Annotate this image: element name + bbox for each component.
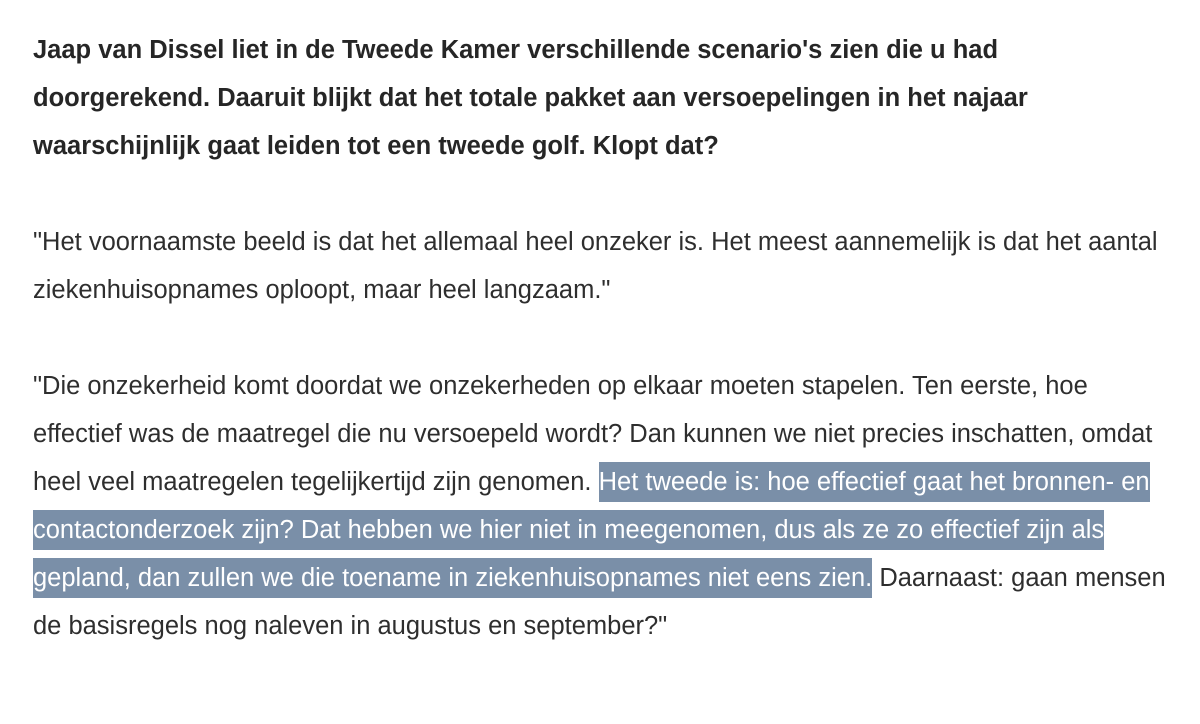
answer-text-before-highlight: "Die onzekerheid komt doordat we onzekerheden op elkaar moeten stapelen. Ten eerste, hoe effectief was de maatregel die nu versoepeld wordt? Dan kunnen we niet precies inschatten, omdat heel veel maatregelen tegelijkertijd zijn genomen. <box>33 372 1153 496</box>
article-body <box>33 26 1173 650</box>
interview-question: Jaap van Dissel liet in de Tweede Kamer verschillende scenario's zien die u had doorgerekend. Daaruit blijkt dat het totale pakket aan versoepelingen in het najaar waarschijnlijk gaat leiden tot een tweede golf. Klopt dat? <box>33 36 1028 160</box>
answer-text-after-highlight: Daarnaast: gaan mensen de basisregels nog naleven in augustus en september?" <box>33 564 1166 640</box>
selected-text-highlight[interactable]: Het tweede is: hoe effectief gaat het bronnen- en contactonderzoek zijn? Dat hebben we hier niet in meegenomen, dus als ze zo effectief zijn als gepland, dan zullen we die toename in ziekenhuisopnames niet eens zien. <box>33 462 1150 598</box>
answer-paragraph-1: "Het voornaamste beeld is dat het allemaal heel onzeker is. Het meest aannemelijk is dat het aantal ziekenhuisopnames oploopt, maar heel langzaam." <box>33 228 1158 304</box>
answer-paragraph-2 <box>33 362 1173 650</box>
